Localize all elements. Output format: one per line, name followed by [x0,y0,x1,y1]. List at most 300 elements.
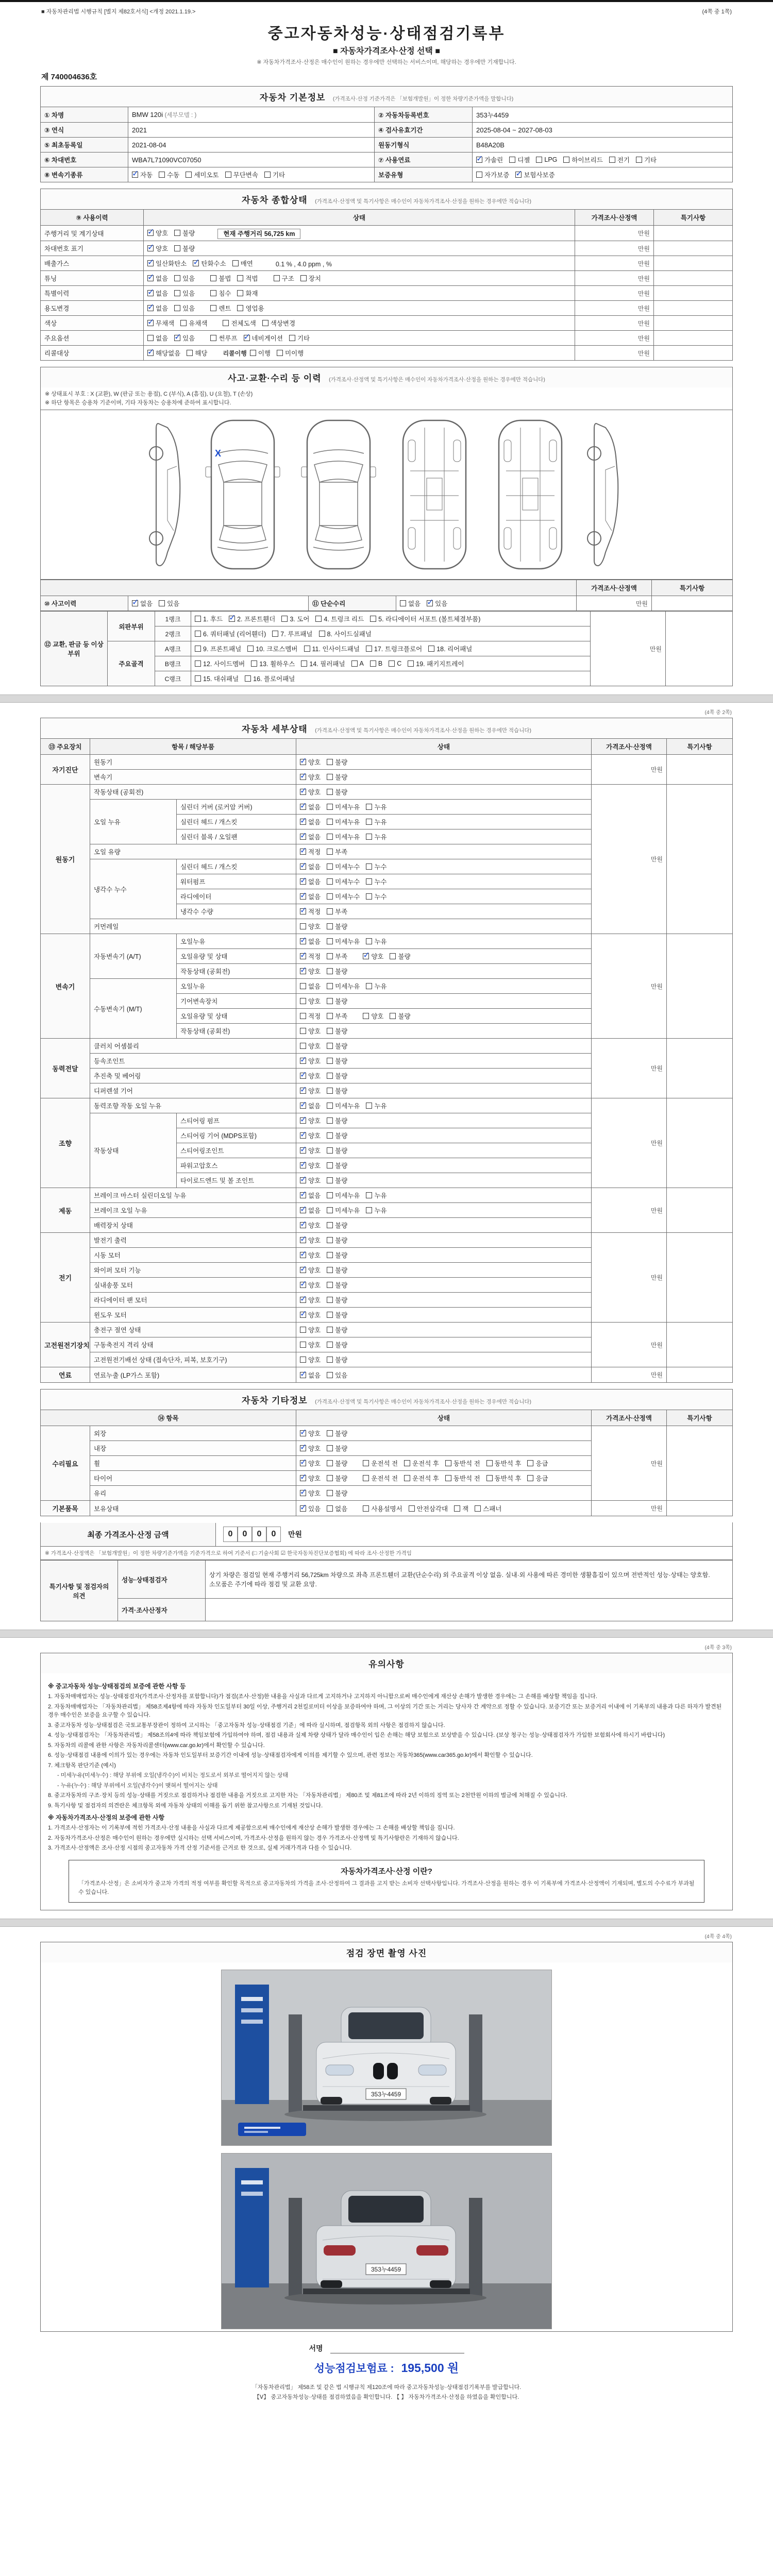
checkbox-icon [210,305,216,311]
detail-header-row [41,739,733,755]
checkbox-icon [300,1073,306,1079]
usage-history-row [41,316,733,331]
car-damage-diagrams [40,410,733,580]
checkbox-icon [300,789,306,795]
checkbox-label: 기타 [272,172,285,179]
checkbox-label: 수동 [167,172,180,179]
checkbox-set [300,1191,393,1200]
accident-options [128,596,309,611]
checkbox-unchecked [195,674,239,683]
checkbox-unchecked [195,614,223,623]
checkbox-label: 불량 [335,1267,348,1274]
checkbox-label: 12. 사이드멤버 [203,660,245,668]
premium-value: 195,500 원 [401,2361,459,2375]
sheet-separator-3 [0,1919,773,1927]
note-cell [667,1501,733,1516]
checkbox-unchecked [408,659,464,668]
device-state-cell [296,949,592,964]
device-item-cell: 클러치 어셈블리 [90,1039,296,1054]
checkbox-icon [390,953,396,959]
repair-label: ⑪ 단순수리 [309,596,396,611]
checkbox-group [195,614,496,623]
checkbox-unchecked [327,772,347,782]
device-header: ⑬ 주요장치 [41,739,90,755]
footer-line-1: 「자동차관리법」 제58조 및 같은 법 시행규칙 제120조에 따라 중고자동차성능·상태점검기록부를 발급합니다. [251,2384,522,2391]
checkbox-icon [409,1505,415,1512]
checkbox-checked [300,1265,321,1275]
device-item-cell: 휠 [90,1456,296,1471]
final-price-row [40,1522,733,1547]
detail-state-table [40,738,733,1383]
checkbox-icon [327,1147,333,1154]
final-price-unit: 만원 [288,1530,303,1538]
price-cell: 만원 [575,286,654,301]
checkbox-unchecked [327,1041,347,1050]
checkbox-set [147,303,201,313]
checkbox-set [300,937,393,946]
checkbox-unchecked [300,996,321,1006]
checkbox-icon [300,1357,306,1363]
checkbox-label: 양호 [308,1430,321,1437]
checkbox-label: 기타 [297,335,310,342]
exchange-note-value [666,612,733,686]
checkbox-checked [300,877,321,886]
checkbox-label: 18. 리어패널 [436,646,473,653]
device-group-cell: 자기진단 [41,755,90,785]
checkbox-label: 불량 [335,1252,348,1259]
page-marker-2: (4쪽 중 2쪽) [704,710,732,716]
checkbox-label: 4. 트렁크 리드 [324,616,364,623]
checkbox-unchecked [370,614,480,623]
checkbox-set [195,674,301,683]
checkbox-label: 불량 [335,1460,348,1467]
checkbox-group [300,787,363,796]
checkbox-label: 없음 [308,834,321,841]
checkbox-set [300,996,354,1006]
checkbox-label: 불량 [335,1312,348,1319]
checkbox-group [195,629,387,638]
device-row [41,1098,733,1113]
checkbox-unchecked [327,981,360,991]
note-cell [667,1426,733,1501]
checkbox-checked [300,1459,321,1468]
checkbox-set [300,877,393,886]
device-state-cell [296,1471,592,1486]
checkbox-checked [300,1504,321,1513]
note-header: 특기사항 [654,210,733,226]
checkbox-icon [264,172,271,178]
checkbox-icon [159,600,165,606]
checkbox-group [147,274,337,283]
checkbox-icon [327,1312,333,1318]
checkbox-label: 네비게이션 [251,335,283,342]
checkbox-unchecked [327,1235,347,1245]
checkbox-label: 해당없음 [156,350,181,357]
checkbox-set [147,274,201,283]
final-price-digits [223,1527,281,1542]
device-group-cell: 제동 [41,1188,90,1233]
notice-item: 2. 자동차매매업자는 「자동차관리법」 제58조제4항에 따라 자동차 인도일부터 30일 이상, 주행거리 2천킬로미터 이상을 보증하여야 하며, 그 이상의 기간 또는 거리는 당사자 간 계약으로 정할 수 있습니다. 보증기간 또는 보증거리 이내에 이 기록부의 내용과 다른 하자가 발견된 경우 매수인은 보증을 요구할 수 있습니다. [48,1703,722,1718]
device-item-cell: 구동축전지 격리 상태 [90,1337,296,1352]
other-header-row [41,1410,733,1426]
checkbox-set [363,1473,554,1483]
car-name-label: ① 차명 [41,107,128,123]
detail-price-header: 가격조사·산정액 [592,739,667,755]
device-state-cell [296,1308,592,1323]
checkbox-icon [300,1460,306,1466]
checkbox-label: 전기 [617,157,630,164]
checkbox-label: 불량 [182,245,195,252]
note-cell [654,226,733,241]
checkbox-icon [300,1505,306,1512]
device-group-cell: 원동기 [41,785,90,934]
checkbox-label: 없음 [308,1371,321,1379]
checkbox-label: 5. 라디에이터 서포트 (볼트체결부품) [378,616,481,623]
basic-row-1 [41,107,733,123]
checkbox-unchecked [327,1011,347,1021]
checkbox-icon [327,923,333,929]
device-state-cell [296,844,592,859]
device-part-cell: 오일유량 및 상태 [177,1009,296,1024]
checkbox-unchecked [262,318,295,328]
checkbox-label: 누유 [374,834,387,841]
checkbox-set [147,244,201,253]
checkbox-label: 불량 [335,1342,348,1349]
checkbox-icon [327,1162,333,1168]
checkbox-label: 있음 [435,600,448,607]
device-item-cell: 커먼레일 [90,919,296,934]
checkbox-checked [147,274,168,283]
section-title-notices: 유의사항 [40,1653,733,1673]
checkbox-icon [195,631,201,637]
checkbox-label: 부족 [335,849,348,856]
device-item-cell: 브레이크 오일 누유 [90,1203,296,1218]
checkbox-set [363,1459,554,1468]
checkbox-label: 누유 [374,819,387,826]
checkbox-icon [237,290,243,296]
device-item-cell: 원동기 [90,755,296,770]
checkbox-label: LPG [544,156,558,163]
notice-item: 7. 체크항목 판단기준 (예시) [48,1762,116,1769]
fuel-label: ⑦ 사용연료 [375,152,473,167]
checkbox-unchecked [327,1146,347,1155]
note-cell [654,301,733,316]
checkbox-label: 불량 [335,1162,348,1170]
checkbox-unchecked [327,1340,347,1349]
checkbox-label: 미세누유 [335,1192,360,1199]
note-cell [654,316,733,331]
checkbox-unchecked [486,1459,522,1468]
price-cell: 만원 [592,1039,667,1098]
checkbox-unchecked [245,674,295,683]
notice-item: - 누유(누수) : 해당 부위에서 오일(냉각수)이 맺혀서 떨어지는 상태 [57,1782,218,1789]
checkbox-set [476,170,561,179]
checkbox-icon [300,1043,306,1049]
checkbox-unchecked [327,1429,347,1438]
infobox-title: 자동차가격조사·산정 이란? [341,1867,432,1876]
checkbox-checked [147,289,168,298]
checkbox-label: 보험사보증 [524,172,555,179]
notice-item: 9. 특기사항 및 점검자의 의견란은 체크항목 외에 자동차 상태의 이해를 돕기 위한 참고사항으로 기재된 것입니다. [48,1802,323,1809]
checkbox-label: 1. 후드 [203,616,223,623]
checkbox-unchecked [223,318,256,328]
checkbox-group [300,1101,402,1110]
checkbox-label: 불량 [335,1088,348,1095]
checkbox-icon [327,774,333,780]
checkbox-icon [289,335,295,341]
photo-front-svg [222,1970,551,2145]
checkbox-label: 이행 [258,350,271,357]
checkbox-icon [147,230,154,236]
checkbox-label: 17. 트렁크플로어 [374,646,423,653]
checkbox-label: 침수 [219,290,231,297]
checkbox-checked [229,614,275,623]
car-top-view-2-icon [300,417,377,572]
checkbox-unchecked [351,660,364,667]
checkbox-icon [366,863,372,870]
checkbox-unchecked [300,981,321,991]
checkbox-label: 불량 [335,1282,348,1289]
checkbox-set [300,1041,354,1050]
appraiser-label: 가격·조사산정자 [118,1599,206,1621]
usage-state-cell [144,226,575,241]
checkbox-icon [327,1490,333,1496]
checkbox-unchecked [327,1086,347,1095]
checkbox-group [300,922,363,931]
device-group-cell: 수리필요 [41,1426,90,1501]
checkbox-icon [300,1327,306,1333]
checkbox-label: 양호 [308,774,321,781]
note-cell [654,346,733,361]
device-item-cell: 고전원전기배선 상태 (접속단자, 피복, 보호기구) [90,1352,296,1367]
checkbox-icon [327,1222,333,1228]
rankB-label: B랭크 [155,656,191,671]
other-info-table [40,1410,733,1516]
checkbox-icon [250,350,256,356]
checkbox-group [300,967,363,976]
checkbox-icon [300,275,307,281]
device-row [41,934,733,949]
checkbox-icon [408,660,414,667]
checkbox-icon [404,1475,410,1481]
checkbox-unchecked [609,155,630,164]
device-state-cell [296,859,592,874]
notice-item: 3. 중고자동차 성능·상태점검은 국토교통부장관이 정하여 고시하는 「중고자동차 성능·상태점검 기준」에 따라 실시하며, 점검항목 외의 사항은 점검하지 않습니다. [48,1722,445,1728]
checkbox-icon [300,1117,306,1124]
checkbox-label: 탄화수소 [201,260,226,267]
checkbox-icon [327,1043,333,1049]
checkbox-group [476,170,570,179]
checkbox-icon [327,759,333,765]
checkbox-unchecked [186,170,219,179]
history-price-header: 가격조사·산정액 [577,580,652,596]
checkbox-set [147,228,201,238]
checkbox-icon [147,350,154,356]
checkbox-set-label: 리콜이행 [223,349,247,357]
car-underbody-view-2-icon [492,417,569,572]
checkbox-icon [351,660,358,667]
device-part-cell: 실린더 커버 (로커암 커버) [177,800,296,815]
usage-state-cell [144,346,575,361]
checkbox-icon [327,1460,333,1466]
note-cell [654,241,733,256]
usage-state-cell [144,256,575,271]
note-cell [654,271,733,286]
reg-no-value: 353누4459 [473,107,733,123]
checkbox-unchecked [327,862,360,871]
device-item-cell: 충전구 절연 상태 [90,1323,296,1337]
checkbox-unchecked [327,1056,347,1065]
checkbox-icon [363,1475,369,1481]
photo-rear-svg [222,2154,551,2329]
checkbox-unchecked [327,1459,347,1468]
checkbox-label: 부족 [335,953,348,960]
checkbox-label: 스패너 [483,1505,502,1513]
device-state-cell [296,1113,592,1128]
checkbox-icon [300,834,306,840]
device-state-cell [296,1233,592,1248]
checkbox-group [147,228,210,238]
device-state-cell [296,934,592,949]
checkbox-label: 불량 [182,230,195,237]
checkbox-unchecked [445,1473,480,1483]
checkbox-icon [366,1207,372,1213]
checkbox-group [147,333,325,343]
checkbox-icon [300,1222,306,1228]
checkbox-unchecked [404,1459,439,1468]
document-subtitle: ■ 자동차가격조사·산정 선택 ■ [332,47,440,56]
device-item-cell: 브레이크 마스터 실린더오일 누유 [90,1188,296,1203]
device-item-cell: 타이어 [90,1471,296,1486]
checkbox-icon [300,1342,306,1348]
checkbox-label: 없음 [408,600,421,607]
checkbox-label: 유채색 [189,320,208,327]
checkbox-unchecked [366,1101,386,1110]
checkbox-group [300,1325,363,1334]
inspection-label: ④ 검사유효기간 [375,123,473,138]
device-state-cell [296,829,592,844]
checkbox-unchecked [327,1295,347,1304]
price-cell: 만원 [592,1367,667,1383]
device-row [41,1233,733,1248]
checkbox-icon [195,646,201,652]
checkbox-checked [147,318,174,328]
checkbox-unchecked [454,1504,468,1513]
checkbox-icon [147,275,154,281]
checkbox-checked [300,1488,321,1498]
checkbox-label: 무단변속 [233,172,258,179]
checkbox-set [300,1280,354,1290]
checkbox-set [476,155,663,164]
checkbox-checked [300,1221,321,1230]
checkbox-group [300,847,363,856]
checkbox-icon [195,616,201,622]
checkbox-checked [363,952,383,961]
checkbox-icon [315,616,322,622]
price-cell: 만원 [592,1188,667,1233]
car-submodel: (세부모델 : ) [164,112,197,118]
checkbox-icon [174,305,180,311]
device-state-cell [296,964,592,979]
checkbox-checked [300,1444,321,1453]
notice-item: 8. 중고자동차의 구조·장치 등의 성능·상태를 거짓으로 점검하거나 점검한 내용을 거짓으로 고지한 자는 「자동차관리법」 제80조 및 제81조에 따라 2년 이하의 징역 또는 2천만원 이하의 벌금에 처해질 수 있습니다. [48,1792,567,1799]
price-cell: 만원 [592,755,667,785]
device-state-cell [296,919,592,934]
checkbox-label: 있음 [182,275,195,282]
checkbox-icon [370,616,376,622]
usage-history-row [41,286,733,301]
checkbox-checked [300,1206,321,1215]
basic-info-table [40,107,733,182]
checkbox-icon [363,1013,369,1019]
checkbox-icon [300,1013,306,1019]
checkbox-unchecked [327,967,347,976]
device-state-cell [296,1143,592,1158]
checkbox-icon [327,1058,333,1064]
document-title: 중고자동차성능·상태점검기록부 [267,25,506,42]
checkbox-label: 화재 [245,290,258,297]
form-reference-row [40,6,733,16]
device-state-cell [296,1083,592,1098]
checkbox-label: 없음 [156,335,169,342]
comprehensive-table [40,209,733,361]
checkbox-label: 불량 [335,1297,348,1304]
checkbox-set [300,1250,354,1260]
checkbox-label: 동반석 전 [453,1475,480,1482]
checkbox-icon [237,275,243,281]
checkbox-icon [187,350,193,356]
checkbox-icon [262,320,268,326]
checkbox-set [195,629,378,638]
checkbox-icon [147,320,154,326]
checkbox-set [300,1101,393,1110]
checkbox-unchecked [195,659,245,668]
device-item-cell: 발전기 출력 [90,1233,296,1248]
checkbox-set [210,333,316,343]
checkbox-label: 양호 [308,1043,321,1050]
checkbox-set [300,1459,354,1468]
checkbox-set [300,1116,354,1125]
device-part-cell: 타이로드엔드 및 볼 조인트 [177,1173,296,1188]
footer-line-2: 【Ⅴ】 중고자동차성능·상태를 점검하였음을 확인합니다. 【 】 자동차가격조사·산정을 하였음을 확인합니다. [254,2394,519,2400]
checkbox-icon [486,1475,493,1481]
checkbox-icon [232,260,239,266]
device-item-cell: 내장 [90,1441,296,1456]
rank2-label: 2랭크 [155,626,191,641]
document-footer [40,2383,733,2401]
checkbox-label: 운전석 후 [412,1460,439,1467]
checkbox-checked [300,1176,321,1185]
device-state-cell [296,889,592,904]
checkbox-group [300,1473,564,1483]
checkbox-icon [300,804,306,810]
checkbox-unchecked [232,259,253,268]
checkbox-set [300,981,393,991]
checkbox-icon [300,774,306,780]
device-part-cell: 스티어링 기어 (MDPS포함) [177,1128,296,1143]
checkbox-icon [174,275,180,281]
car-side-view-right-icon [587,417,624,572]
checkbox-set [300,1011,354,1021]
checkbox-unchecked [327,847,347,856]
checkbox-group [300,1086,363,1095]
checkbox-label: 적정 [308,908,321,916]
price-header: 가격조사·산정액 [575,210,654,226]
checkbox-set [300,802,393,811]
premium-label: 성능점검보험료 : [314,2362,394,2375]
checkbox-unchecked [159,170,179,179]
checkbox-icon [174,290,180,296]
